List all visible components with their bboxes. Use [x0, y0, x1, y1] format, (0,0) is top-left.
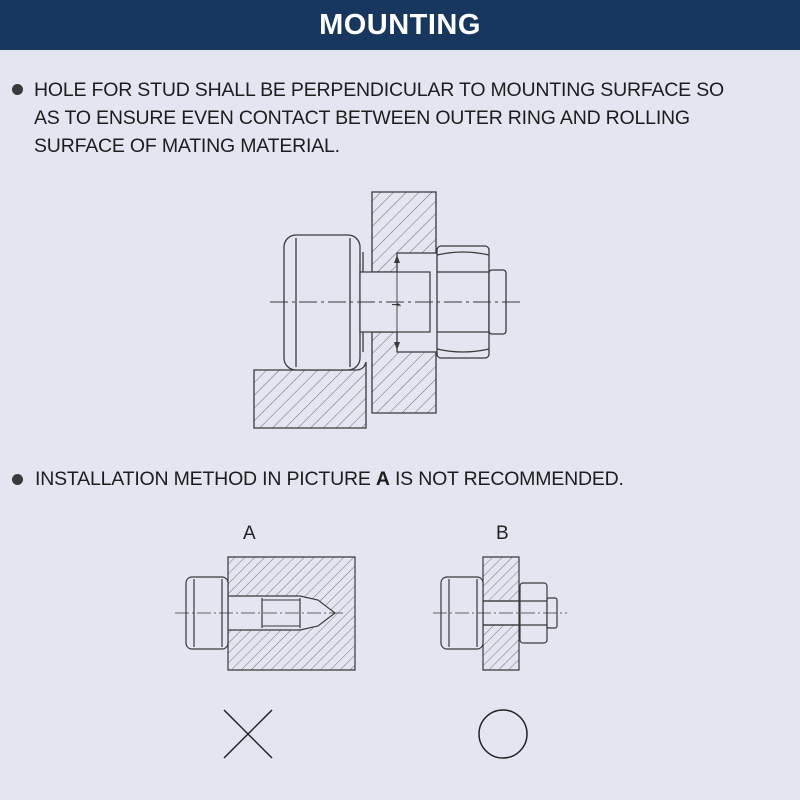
page-title: MOUNTING: [319, 8, 481, 41]
mounting-plate-lower: [372, 332, 436, 413]
cross-mark-icon: [224, 710, 272, 758]
picture-b-label: B: [496, 523, 509, 544]
mounting-plate-upper: [372, 192, 436, 272]
section1-line2: AS TO ENSURE EVEN CONTACT BETWEEN OUTER RING AND ROLLING: [34, 107, 690, 129]
mating-surface-block: [254, 362, 366, 428]
section2-text-end: IS NOT RECOMMENDED.: [389, 468, 624, 490]
section2-text-start: INSTALLATION METHOD IN PICTURE: [35, 468, 376, 490]
picture-b-diagram: [433, 557, 567, 670]
circle-mark-icon: [479, 710, 527, 758]
section2-text-bold: A: [375, 468, 390, 490]
picture-a-diagram: [175, 557, 355, 670]
section1-line1: HOLE FOR STUD SHALL BE PERPENDICULAR TO MOUNTING SURFACE SO: [34, 79, 724, 101]
section1-line3: SURFACE OF MATING MATERIAL.: [34, 135, 340, 157]
picture-a-label: A: [243, 523, 256, 544]
main-mounting-diagram: [254, 192, 520, 428]
dimension-f-label: f: [389, 303, 403, 307]
